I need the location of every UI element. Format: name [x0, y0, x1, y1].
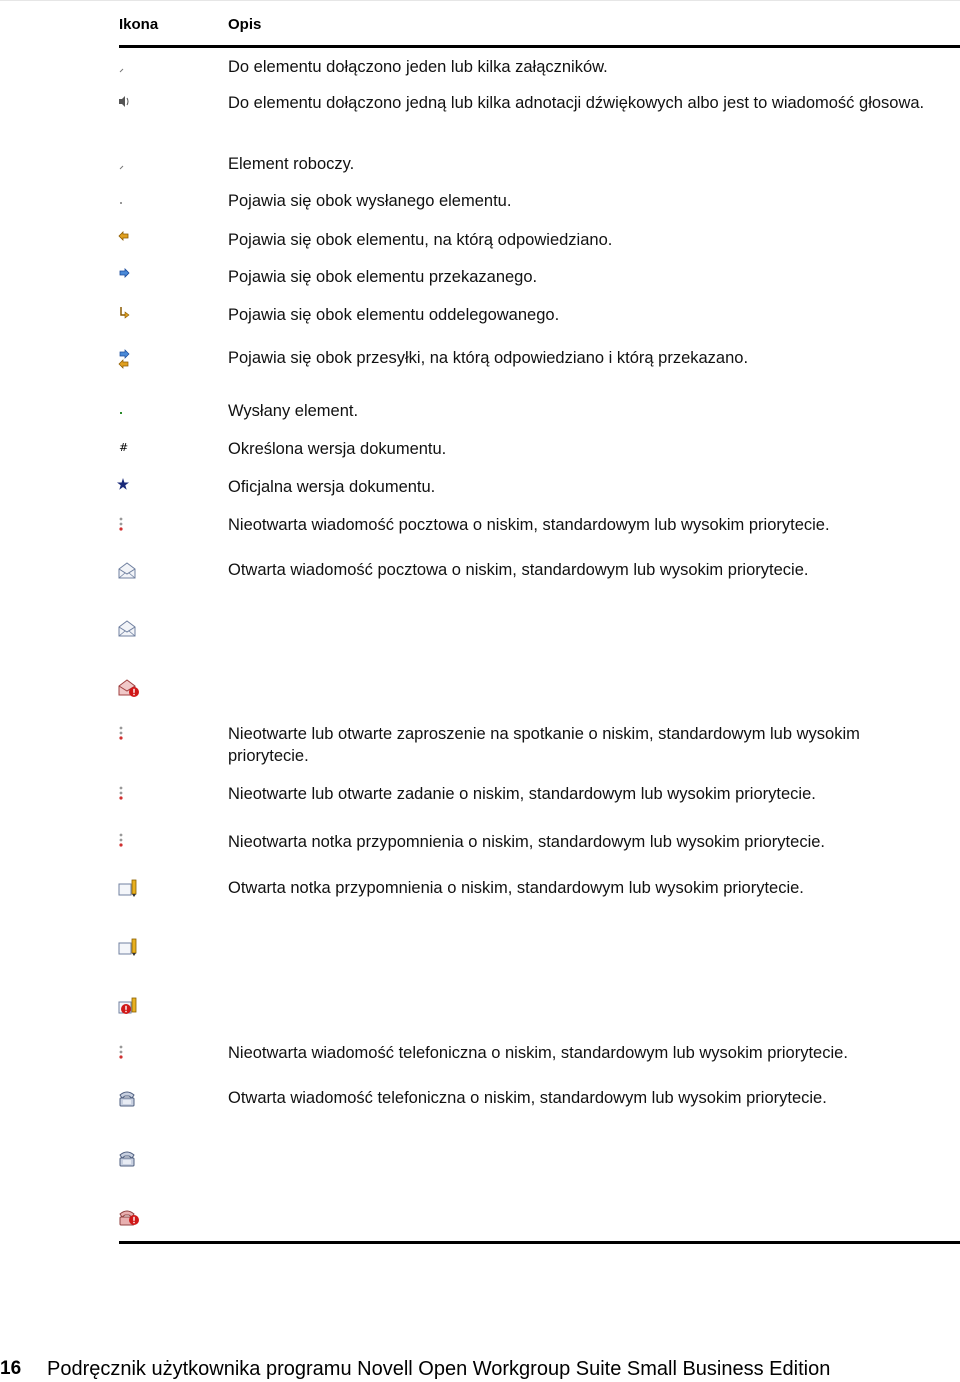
- table-row-description: Nieotwarte lub otwarte zaproszenie na spotkanie o niskim, standardowym lub wysokim priorytecie.: [228, 725, 860, 765]
- column-header-icon: Ikona: [119, 16, 159, 33]
- table-row-description: Do elementu dołączono jeden lub kilka załączników.: [228, 58, 608, 76]
- reply-forward-arrows-icon: [117, 348, 141, 370]
- table-row-description: Pojawia się obok przesyłki, na którą odpowiedziano i którą przekazano.: [228, 349, 749, 367]
- star-icon: [117, 476, 141, 498]
- table-row-description: Nieotwarta wiadomość pocztowa o niskim, standardowym lub wysokim priorytecie.: [228, 516, 830, 534]
- note-pencil-icon: [117, 877, 141, 899]
- footer-title: Podręcznik użytkownika programu Novell Open Workgroup Suite Small Business Edition: [47, 1358, 831, 1380]
- priority-dots-icon: [117, 784, 141, 806]
- table-row-description: Oficjalna wersja dokumentu.: [228, 478, 436, 496]
- table-row-description: Określona wersja dokumentu.: [228, 440, 447, 458]
- note-pencil-high-priority-icon: [117, 995, 141, 1017]
- table-row-description: Pojawia się obok elementu, na którą odpowiedziano.: [228, 231, 613, 249]
- table-row-description: Wysłany element.: [228, 402, 359, 420]
- priority-dots-icon: [117, 515, 141, 537]
- dot-icon: [117, 194, 141, 216]
- table-row-description: Otwarta notka przypomnienia o niskim, standardowym lub wysokim priorytecie.: [228, 879, 804, 897]
- table-header-rule: [119, 45, 960, 48]
- table-row-description: Otwarta wiadomość pocztowa o niskim, standardowym lub wysokim priorytecie.: [228, 561, 809, 579]
- page-number: 16: [0, 1358, 22, 1379]
- phone-high-priority-icon: [117, 1206, 141, 1228]
- table-row-description: Otwarta wiadomość telefoniczna o niskim, standardowym lub wysokim priorytecie.: [228, 1089, 827, 1107]
- priority-dots-icon: [117, 831, 141, 853]
- phone-icon: [117, 1147, 141, 1169]
- table-row-description: Pojawia się obok wysłanego elementu.: [228, 192, 512, 210]
- hash-icon: [117, 438, 141, 460]
- table-bottom-rule: [119, 1241, 960, 1244]
- table-row-description: Pojawia się obok elementu oddelegowanego.: [228, 306, 560, 324]
- open-envelope-high-priority-icon: [117, 677, 141, 699]
- table-row-description: Nieotwarta notka przypomnienia o niskim, standardowym lub wysokim priorytecie.: [228, 833, 825, 851]
- priority-dots-icon: [117, 724, 141, 746]
- pencil-icon: [117, 157, 141, 179]
- table-row-description: Element roboczy.: [228, 155, 355, 173]
- table-row-description: Do elementu dołączono jedną lub kilka adnotacji dźwiękowych albo jest to wiadomość głosowa.: [228, 94, 925, 112]
- table-row-description: Nieotwarta wiadomość telefoniczna o niskim, standardowym lub wysokim priorytecie.: [228, 1044, 848, 1062]
- svg-text:#: #: [119, 441, 129, 454]
- column-header-description: Opis: [228, 16, 262, 33]
- table-row-description: Nieotwarte lub otwarte zadanie o niskim, standardowym lub wysokim priorytecie.: [228, 785, 816, 803]
- paperclip-icon: [117, 60, 141, 82]
- note-pencil-icon: [117, 936, 141, 958]
- dot-icon: [117, 403, 141, 425]
- forward-arrow-icon: [117, 265, 141, 287]
- reply-arrow-icon: [117, 228, 141, 250]
- open-envelope-icon: [117, 560, 141, 582]
- table-row-description: Pojawia się obok elementu przekazanego.: [228, 268, 538, 286]
- open-envelope-icon: [117, 618, 141, 640]
- phone-icon: [117, 1087, 141, 1109]
- priority-dots-icon: [117, 1043, 141, 1065]
- speaker-icon: [117, 92, 141, 114]
- delegated-arrow-icon: [117, 304, 141, 326]
- top-rule: [0, 0, 960, 1]
